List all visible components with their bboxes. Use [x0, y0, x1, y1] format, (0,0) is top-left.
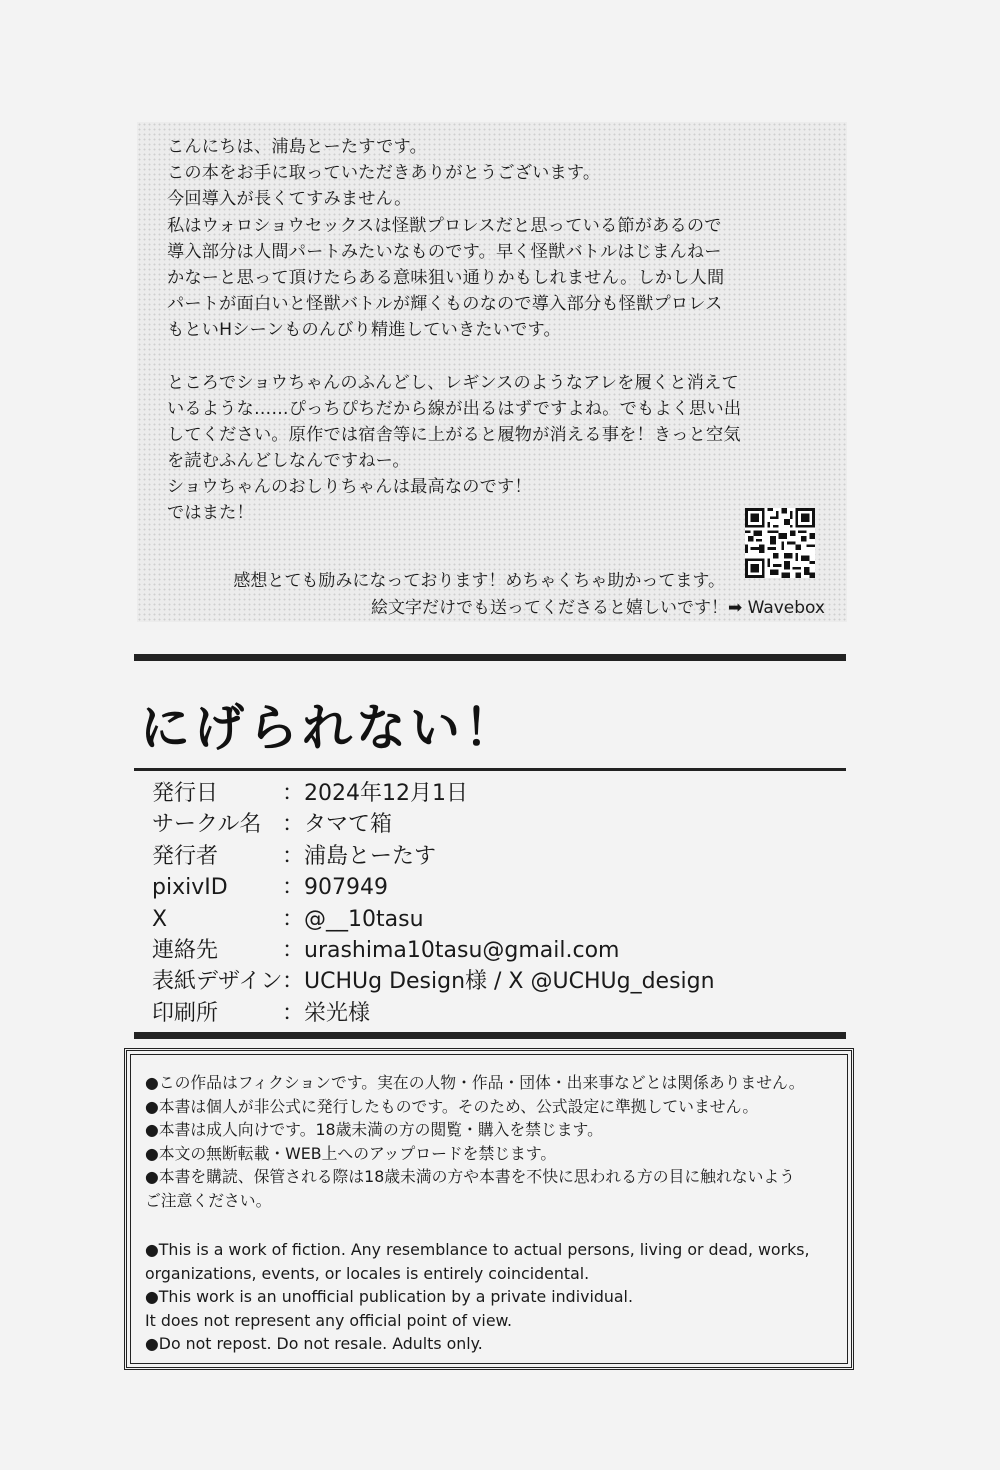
afterword-line: パートが面白いと怪獣バトルが輝くものなので導入部分も怪獣プロレス — [167, 294, 723, 315]
colophon-value: ：907949 — [282, 875, 388, 901]
notice-line-jp: ●この作品はフィクションです。実在の人物・作品・団体・出来事などとは関係ありません。 — [145, 1073, 805, 1092]
notice-line-jp: ●本文の無断転載・WEB上へのアップロードを禁じます。 — [145, 1143, 557, 1163]
colophon-label: 印刷所 — [152, 1000, 219, 1026]
notice-line-en: ●This is a work of fiction. Any resemblance to actual persons, living or dead, works, — [145, 1240, 810, 1259]
afterword-line: してください。原作では宿舎等に上がると履物が消える事を！きっと空気 — [167, 424, 741, 445]
colophon-value: ：タマて箱 — [282, 812, 393, 838]
afterword-line: 私はウォロショウセックスは怪獣プロレスだと思っている節があるので — [167, 215, 722, 236]
contact-email[interactable]: ：urashima10tasu@gmail.com — [282, 937, 620, 963]
afterword-line: いるような……ぴっちぴちだから線が出るはずですよね。でもよく思い出 — [167, 398, 742, 419]
notice-line-en: ●This work is an unofficial publication by a private individual. — [145, 1287, 633, 1306]
notice-line-en: ●Do not repost. Do not resale. Adults only. — [145, 1334, 483, 1353]
notice-text — [145, 1071, 845, 1356]
notice-box — [124, 1048, 854, 1370]
thanks-message — [233, 568, 825, 622]
afterword-line: 今回導入が長くてすみません。 — [167, 189, 412, 210]
afterword-line: この本をお手に取っていただきありがとうございます。 — [167, 163, 601, 184]
afterword-line: ショウちゃんのおしりちゃんは最高なのです！ — [167, 477, 532, 498]
colophon-label: pixivID — [152, 875, 228, 901]
notice-line-jp: ●本書を購読、保管される際は18歳未満の方や本書を不快に思われる方の目に触れないよう — [145, 1167, 795, 1186]
notice-line-jp: ●本書は個人が非公式に発行したものです。そのため、公式設定に準拠していません。 — [145, 1096, 759, 1116]
afterword-line: かなーと思って頂けたらある意味狙い通りかもしれません。しかし人間 — [167, 267, 725, 288]
colophon-label: X — [152, 906, 168, 932]
afterword-line: 導入部分は人間パートみたいなものです。早く怪獣バトルはじまんねー — [167, 241, 722, 262]
notice-line-jp: ●本書は成人向けです。18歳未満の方の閲覧・購入を禁じます。 — [145, 1120, 603, 1139]
colophon-value: ：UCHUg Design様 / X @UCHUg_design — [282, 969, 715, 995]
colophon-label: サークル名 — [152, 812, 262, 838]
wavebox-link[interactable]: 絵文字だけでも送ってくださると嬉しいです！➡ Wavebox — [370, 598, 825, 618]
thanks-line: 感想とても励みになっております！めちゃくちゃ助かってます。 — [233, 571, 725, 591]
notice-line-jp: ご注意ください。 — [145, 1190, 272, 1210]
afterword-panel — [137, 122, 847, 622]
colophon-value: ：@__10tasu — [282, 906, 424, 932]
afterword-line: を読むふんどしなんですねー。 — [167, 451, 410, 472]
afterword-line: もといHシーンものんびり精進していきたいです。 — [167, 320, 561, 341]
colophon-label: 表紙デザイン — [152, 969, 283, 995]
colophon-divider — [134, 1032, 846, 1039]
afterword-text — [167, 134, 827, 527]
title-underline — [134, 768, 846, 771]
afterword-line: こんにちは、浦島とーたすです。 — [167, 137, 427, 157]
colophon-label: 連絡先 — [152, 937, 219, 963]
colophon-label: 発行者 — [152, 843, 219, 869]
afterword-line: ところでショウちゃんのふんどし、レギンスのようなアレを履くと消えて — [167, 372, 739, 393]
section-divider — [134, 654, 846, 661]
afterword-line: ではまた！ — [167, 503, 254, 524]
colophon-label: 発行日 — [152, 781, 219, 806]
notice-line-en: It does not represent any official point of view. — [145, 1310, 513, 1330]
book-title: にげられない！ — [140, 698, 518, 757]
colophon-value: ：浦島とーたす — [282, 843, 437, 869]
notice-line-en: organizations, events, or locales is entirely coincidental. — [145, 1263, 590, 1283]
colophon-value: ：2024年12月1日 — [282, 781, 468, 806]
colophon-value: ：栄光様 — [282, 1000, 371, 1026]
